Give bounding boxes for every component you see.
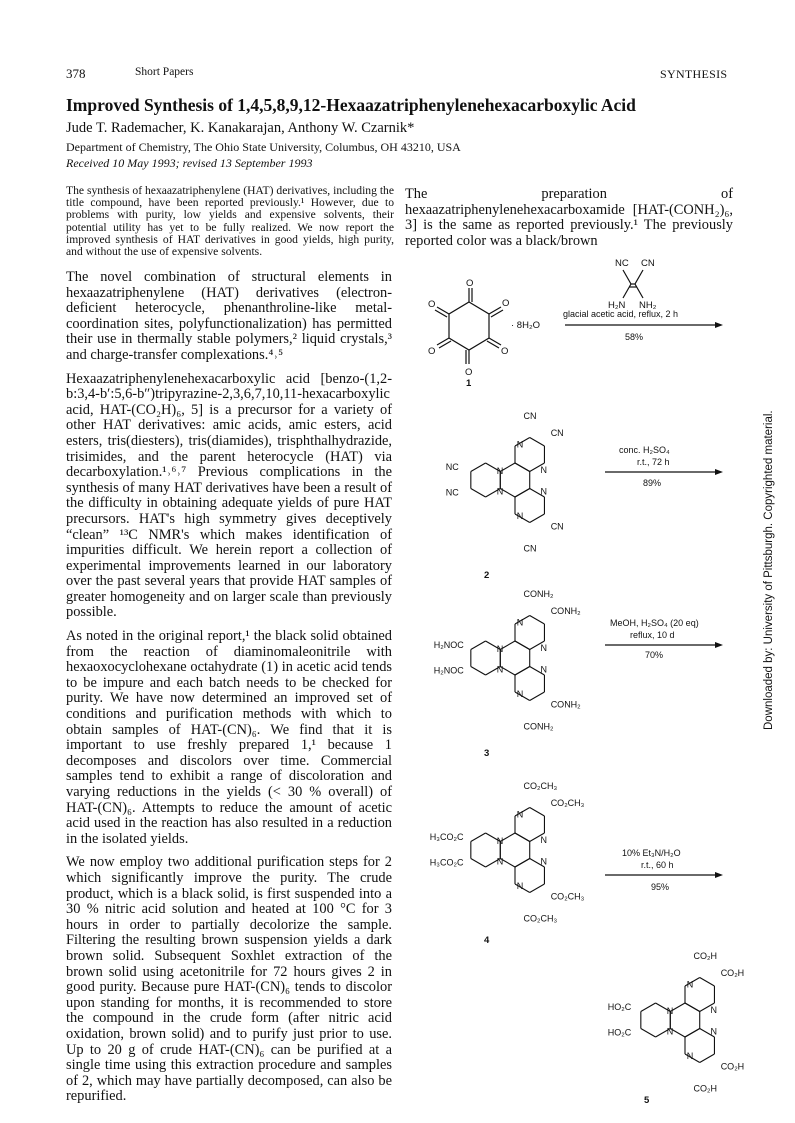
paragraph-1: The novel combination of structural elements in hexaazatriphenylene (HAT) derivatives (electron-deficient heterocycle, phenanthroline-like metal-coordination sites, polyfunctionalization) has permitted their use in thermally stable polymers,² liquid crystals,³ and charge-transfer complexations.⁴˒⁵ <box>66 269 392 363</box>
substituent-label: CN <box>523 410 537 421</box>
compound-label-4: 4 <box>484 935 490 946</box>
nitrogen-atom: N <box>496 836 504 847</box>
hydrate-label: · 8H₂O <box>511 320 541 331</box>
nitrogen-atom: N <box>710 1026 717 1037</box>
nitrogen-atom: N <box>540 856 547 867</box>
right-intro-text: The preparation of hexaazatriphenylenehexacarboxamide [HAT-(CONH₂)₆, 3] is the same as reported previously.¹ The previously reported color was a black/brown <box>405 186 733 249</box>
received-date: Received 10 May 1993; revised 13 September 1993 <box>66 156 313 170</box>
oxygen-atom: O <box>466 278 474 289</box>
substituent-label: CONH₂ <box>523 721 554 732</box>
paragraph-2: Hexaazatriphenylenehexacarboxylic acid [benzo-(1,2-b:3,4-b′:5,6-b″)tripyrazine-2,3,6,7,10,11-hexacarboxylic acid, HAT-(CO₂H)₆, 5] is a precursor for a variety of other HAT derivatives: amic acids, amic esters, acid esters, tris(diesters), tris(diamides), trisphthalhydrazide, trisimides, and the parent heterocycle (HAT) via decarboxylation.¹˒⁶˒⁷ Previous complications in the synthesis of many HAT derivatives have been a result of the difficulty in obtaining adequate yields of pure HAT precursors. HAT's high symmetry gives deceptively “clean” ¹³C NMR's which makes identification of impurities difficult. We herein report a collection of experimental improvements learned in our laboratory over the past several years that provide HAT samples of greater homogeneity and on larger scale than previously possible. <box>66 370 392 621</box>
substituent-label: H₃CO₂C <box>429 857 464 868</box>
paragraph-3: As noted in the original report,¹ the black solid obtained from the reaction of diaminomaleonitrile with hexaoxocyclohexane octahydrate (1) in acetic acid tends to be impure and each batch needs to be checked for purity. We have now determined an improved set of conditions and purification methods with which to obtain samples of HAT-(CN)₆. We find that it is important to use freshly prepared 1,¹ because 1 decomposes and discolors over time. Commercial samples tend to exhibit a range of discoloration and varying reductions in the yields (< 30 % overall) of HAT-(CN)₆. Attempts to reduce the amount of acetic acid used in the reaction has also resulted in a reduction in the isolated yields. <box>66 628 392 847</box>
h2n-label: H₂N <box>608 300 626 311</box>
step2-yield: 89% <box>643 478 662 488</box>
compound-label-1: 1 <box>466 378 472 389</box>
substituent-label: HO₂C <box>607 1027 632 1038</box>
nitrogen-atom: N <box>666 1026 674 1037</box>
nitrogen-atom: N <box>540 643 547 654</box>
compound-label-5: 5 <box>644 1095 650 1106</box>
substituent-label: NC <box>445 487 459 498</box>
abstract: The synthesis of hexaazatriphenylene (HAT) derivatives, including the title compound, have been reported previously.¹ However, due to problems with purity, low yields and expensive solvents, their potential utility has yet to be fully realized. We now report the improved synthesis of HAT derivatives in good yields, high purity, and without the use of expensive solvents. <box>66 184 394 259</box>
step4-conditions1: 10% Et₃N/H₂O <box>622 848 681 858</box>
step1-conditions: glacial acetic acid, reflux, 2 h <box>563 309 679 319</box>
nitrogen-atom: N <box>540 465 547 476</box>
nitrogen-atom: N <box>496 856 504 867</box>
step3-conditions2: reflux, 10 d <box>630 630 675 640</box>
substituent-label: CN <box>550 427 564 438</box>
nitrogen-atom: N <box>666 1006 674 1017</box>
substituent-label: CN <box>550 521 564 532</box>
substituent-label: CN <box>523 543 537 554</box>
substituent-label: CONH₂ <box>550 605 581 616</box>
nitrogen-atom: N <box>516 511 524 522</box>
section-label: Short Papers <box>135 66 194 78</box>
substituent-label: CO₂CH₃ <box>550 797 585 808</box>
cn-label: CN <box>641 258 655 269</box>
compound-4 <box>430 781 585 924</box>
left-column <box>66 270 392 1113</box>
oxygen-atom: O <box>428 299 436 310</box>
nitrogen-atom: N <box>540 664 547 675</box>
nitrogen-atom: N <box>496 466 504 477</box>
paragraph-4: We now employ two additional purification steps for 2 which significantly improve the purity. The crude product, which is a black solid, is first suspended into a 30 % nitric acid solution and heated at 100 °C for 3 hours in order to partially decolorize the sample. Filtering the resulting brown suspension yields a dark brown solid. Subsequent Soxhlet extraction of the brown solid using acetonitrile for 72 hours gives 2 in good purity. Because pure HAT-(CN)₆ tends to discolor upon standing for months, it is recommended to store the compound in the crude form (after nitric acid oxidation, brown solid) and to purify just prior to use. Up to 20 g of crude HAT-(CN)₆ can be purified at a single time using this extraction procedure and samples of 2, which may have partially decomposed, can also be repurified. <box>66 854 392 1105</box>
step3-conditions1: MeOH, H₂SO₄ (20 eq) <box>610 618 699 628</box>
substituent-label: NC <box>445 461 459 472</box>
affiliation: Department of Chemistry, The Ohio State University, Columbus, OH 43210, USA <box>66 140 461 154</box>
substituent-label: CO₂H <box>720 967 745 978</box>
substituent-label: CO₂H <box>720 1061 745 1072</box>
nitrogen-atom: N <box>540 486 547 497</box>
compound-2 <box>446 411 564 554</box>
substituent-label: CONH₂ <box>523 588 554 599</box>
article-title: Improved Synthesis of 1,4,5,8,9,12-Hexaazatriphenylenehexacarboxylic Acid <box>66 95 636 115</box>
download-watermark: Downloaded by: University of Pittsburgh. Copyrighted material. <box>763 410 775 730</box>
substituent-label: H₂NOC <box>433 665 464 676</box>
nitrogen-atom: N <box>516 439 524 450</box>
substituent-label: CO₂CH₃ <box>523 913 558 924</box>
nitrogen-atom: N <box>516 689 524 700</box>
step3-yield: 70% <box>645 650 664 660</box>
substituent-label: H₂NOC <box>433 639 464 650</box>
substituent-label: H₃CO₂C <box>429 831 464 842</box>
compound-5 <box>608 951 744 1094</box>
nitrogen-atom: N <box>686 979 694 990</box>
nitrogen-atom: N <box>496 486 504 497</box>
nitrogen-atom: N <box>710 1005 717 1016</box>
substituent-label: CO₂CH₃ <box>550 891 585 902</box>
step4-yield: 95% <box>651 882 670 892</box>
authors: Jude T. Rademacher, K. Kanakarajan, Anthony W. Czarnik* <box>66 120 415 136</box>
nc-label: NC <box>615 258 629 269</box>
oxygen-atom: O <box>502 298 510 309</box>
journal-name: SYNTHESIS <box>660 67 728 81</box>
substituent-label: CO₂H <box>693 950 717 961</box>
compound-label-3: 3 <box>484 748 490 759</box>
nitrogen-atom: N <box>686 1051 694 1062</box>
page-number: 378 <box>66 66 86 81</box>
substituent-label: CO₂CH₃ <box>523 780 558 791</box>
substituent-label: HO₂C <box>607 1001 632 1012</box>
step4-conditions2: r.t., 60 h <box>641 860 674 870</box>
nitrogen-atom: N <box>516 617 524 628</box>
nitrogen-atom: N <box>540 835 547 846</box>
nitrogen-atom: N <box>516 881 524 892</box>
oxygen-atom: O <box>501 346 509 357</box>
step2-conditions2: r.t., 72 h <box>637 457 670 467</box>
substituent-label: CO₂H <box>693 1083 717 1094</box>
nh2-label: NH₂ <box>639 300 657 311</box>
oxygen-atom: O <box>465 367 473 378</box>
reaction-scheme <box>405 250 745 1110</box>
nitrogen-atom: N <box>496 644 504 655</box>
substituent-label: CONH₂ <box>550 699 581 710</box>
step2-conditions1: conc. H₂SO₄ <box>619 445 670 455</box>
nitrogen-atom: N <box>516 809 524 820</box>
compound-3 <box>434 589 581 732</box>
compound-label-2: 2 <box>484 570 490 581</box>
nitrogen-atom: N <box>496 664 504 675</box>
oxygen-atom: O <box>428 346 436 357</box>
step1-yield: 58% <box>625 332 644 342</box>
